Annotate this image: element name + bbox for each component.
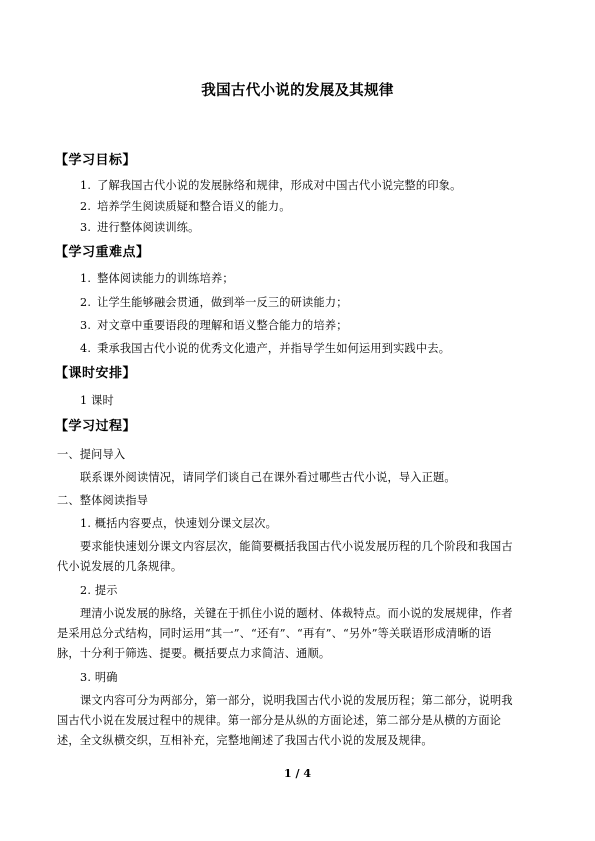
step2-line: 理清小说发展的脉络，关键在于抓住小说的题材、体裁特点。而小说的发展规律，作者 xyxy=(80,607,513,620)
keypoint-item-text: 秉承我国古代小说的优秀文化遗产，并指导学生如何运用到实践中去。 xyxy=(97,342,451,355)
keypoint-item xyxy=(80,340,450,356)
goal-item xyxy=(80,177,461,193)
keypoint-item xyxy=(80,294,348,310)
step2-line: 是采用总分式结构，同时运用“其一”、“还有”、“再有”、“另外”等关联语形成清晰的语 xyxy=(57,627,492,640)
keypoint-item-text: 整体阅读能力的训练培养； xyxy=(97,272,234,285)
step3-line: 课文内容可分为两部分，第一部分，说明我国古代小说的发展历程；第二部分，说明我 xyxy=(80,694,513,707)
heading-key-points: 【学习重难点】 xyxy=(55,245,150,260)
keypoint-item-number: 2. xyxy=(80,296,92,309)
step1-line: 要求能快速划分课文内容层次，能简要概括我国古代小说发展历程的几个阶段和我国古 xyxy=(80,540,513,553)
schedule-text: 1 课时 xyxy=(80,394,114,407)
keypoint-item xyxy=(80,317,348,333)
step3-line: 国古代小说在发展过程中的规律。第一部分是从纵的方面论述，第二部分是从横的方面论 xyxy=(57,714,502,727)
keypoint-item-text: 让学生能够融会贯通，做到举一反三的研读能力； xyxy=(97,296,348,309)
heading-schedule: 【课时安排】 xyxy=(55,366,137,381)
process-part1-text: 联系课外阅读情况，请同学们谈自己在课外看过哪些古代小说，导入正题。 xyxy=(80,471,456,484)
goal-item-text: 了解我国古代小说的发展脉络和规律，形成对中国古代小说完整的印象。 xyxy=(97,179,462,192)
keypoint-item-number: 1. xyxy=(80,272,92,285)
goal-item-text: 培养学生阅读质疑和整合语义的能力。 xyxy=(97,200,291,213)
step2-title: 2. 提示 xyxy=(80,584,118,597)
goal-item-text: 进行整体阅读训练。 xyxy=(97,221,200,234)
goal-item-number: 1. xyxy=(80,179,92,192)
heading-learning-goals: 【学习目标】 xyxy=(55,153,137,168)
step3-title: 3. 明确 xyxy=(80,671,118,684)
step1-line: 代小说发展的几条规律。 xyxy=(57,560,183,573)
keypoint-item-text: 对文章中重要语段的理解和语义整合能力的培养； xyxy=(97,319,348,332)
keypoint-item xyxy=(80,270,234,286)
keypoint-item-number: 4. xyxy=(80,342,92,355)
step3-line: 述，全文纵横交织，互相补充，完整地阐述了我国古代小说的发展及规律。 xyxy=(57,734,433,747)
process-part1-title: 一、提问导入 xyxy=(57,448,126,461)
page-title: 我国古代小说的发展及其规律 xyxy=(201,82,394,99)
goal-item-number: 3. xyxy=(80,221,92,234)
goal-item xyxy=(80,198,291,214)
process-part2-title: 二、整体阅读指导 xyxy=(57,494,149,507)
goal-item-number: 2. xyxy=(80,200,92,213)
heading-learning-process: 【学习过程】 xyxy=(55,419,137,434)
step2-line: 脉，十分利于筛选、提要。概括要点力求简洁、通顺。 xyxy=(57,647,331,660)
goal-item xyxy=(80,219,200,235)
keypoint-item-number: 3. xyxy=(80,319,92,332)
page-number: 1 / 4 xyxy=(284,767,311,780)
step1-title: 1. 概括内容要点，快速划分课文层次。 xyxy=(80,517,278,530)
